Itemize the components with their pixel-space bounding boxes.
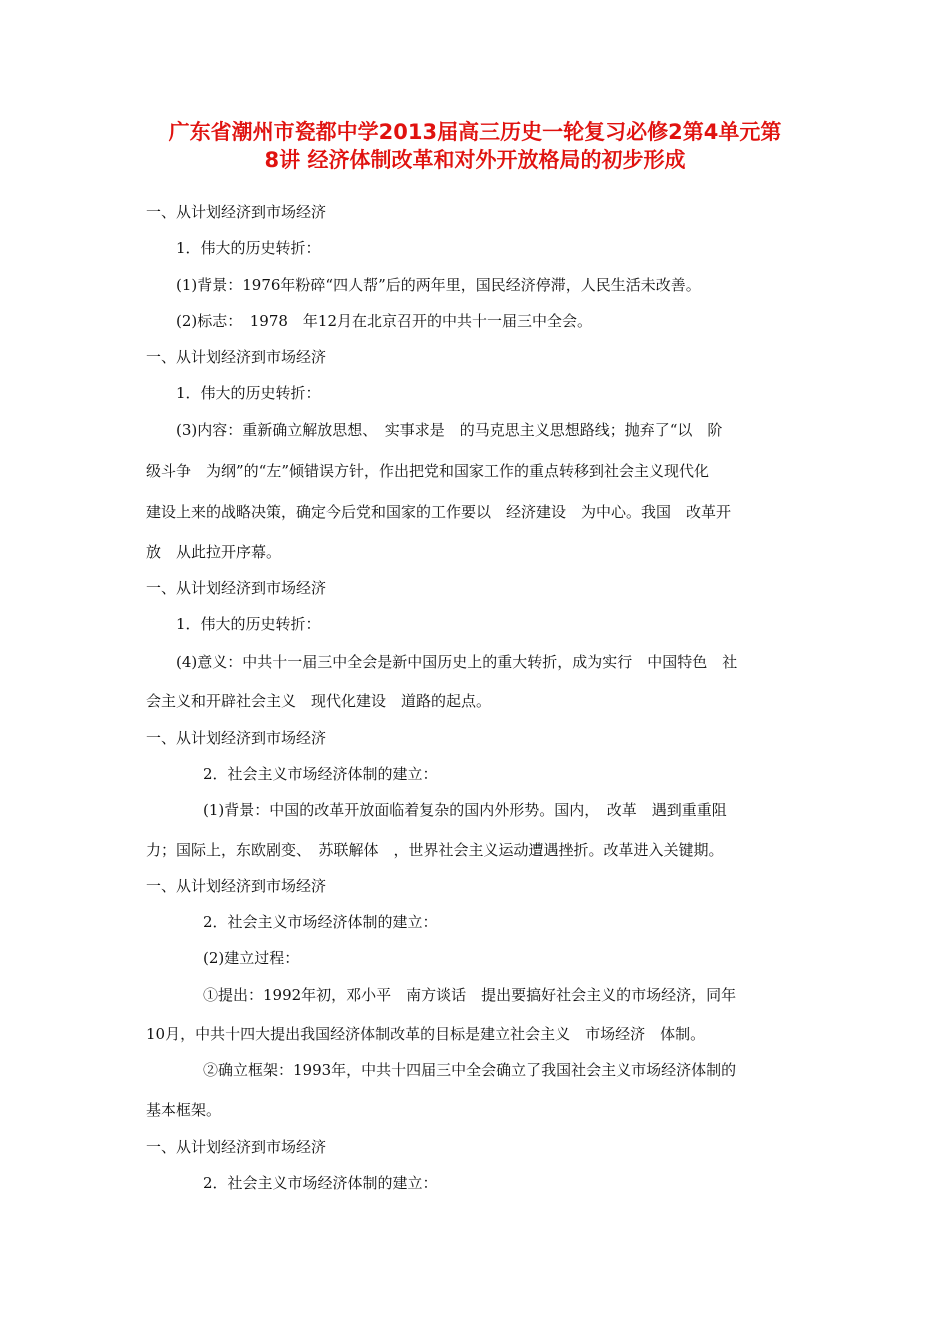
subsection-heading: 1．伟大的历史转折： — [176, 615, 321, 633]
paragraph-line: (3)内容：重新确立解放思想、 实事求是 的马克思主义思想路线；抛弃了“以 阶 — [176, 421, 723, 439]
section-heading: 一、从计划经济到市场经济 — [146, 203, 327, 221]
section-heading: 一、从计划经济到市场经济 — [146, 877, 327, 895]
subsection-heading: 2．社会主义市场经济体制的建立： — [203, 765, 438, 783]
paragraph-line: (1)背景：中国的改革开放面临着复杂的国内外形势。国内， 改革 遇到重重阻 — [203, 801, 727, 819]
subsection-heading: 2．社会主义市场经济体制的建立： — [203, 913, 438, 931]
subsection-heading: 2．社会主义市场经济体制的建立： — [203, 1174, 438, 1192]
paragraph-line: 放 从此拉开序幕。 — [146, 543, 282, 561]
section-heading: 一、从计划经济到市场经济 — [146, 729, 327, 747]
subsection-heading: 1．伟大的历史转折： — [176, 239, 321, 257]
section-heading: 一、从计划经济到市场经济 — [146, 579, 327, 597]
paragraph-line: (4)意义：中共十一届三中全会是新中国历史上的重大转折，成为实行 中国特色 社 — [176, 653, 738, 671]
section-heading: 一、从计划经济到市场经济 — [146, 1138, 327, 1156]
document-title — [120, 118, 830, 174]
paragraph-line: 基本框架。 — [146, 1101, 222, 1119]
section-heading: 一、从计划经济到市场经济 — [146, 348, 327, 366]
paragraph-line: ②确立框架：1993年，中共十四届三中全会确立了我国社会主义市场经济体制的 — [203, 1061, 737, 1079]
paragraph-line: 建设上来的战略决策，确定今后党和国家的工作要以 经济建设 为中心。我国 改革开 — [146, 503, 732, 521]
title-line-2: 8讲 经济体制改革和对外开放格局的初步形成 — [264, 148, 686, 172]
paragraph-line: (2)标志： 1978 年12月在北京召开的中共十一届三中全会。 — [176, 312, 593, 330]
title-line-1: 广东省潮州市瓷都中学2013届高三历史一轮复习必修2第4单元第 — [168, 120, 782, 144]
subsection-heading: 1．伟大的历史转折： — [176, 384, 321, 402]
paragraph-line: 会主义和开辟社会主义 现代化建设 道路的起点。 — [146, 692, 492, 710]
paragraph-line: ①提出：1992年初，邓小平 南方谈话 提出要搞好社会主义的市场经济，同年 — [203, 986, 737, 1004]
paragraph-line: 力；国际上，东欧剧变、 苏联解体 ，世界社会主义运动遭遇挫折。改革进入关键期。 — [146, 841, 724, 859]
paragraph-line: 10月，中共十四大提出我国经济体制改革的目标是建立社会主义 市场经济 体制。 — [146, 1025, 706, 1043]
paragraph-line: 级斗争 为纲”的“左”倾错误方针，作出把党和国家工作的重点转移到社会主义现代化 — [146, 462, 710, 480]
paragraph-line: (2)建立过程： — [203, 949, 300, 967]
paragraph-line: (1)背景：1976年粉碎“四人帮”后的两年里，国民经济停滞，人民生活未改善。 — [176, 276, 701, 294]
